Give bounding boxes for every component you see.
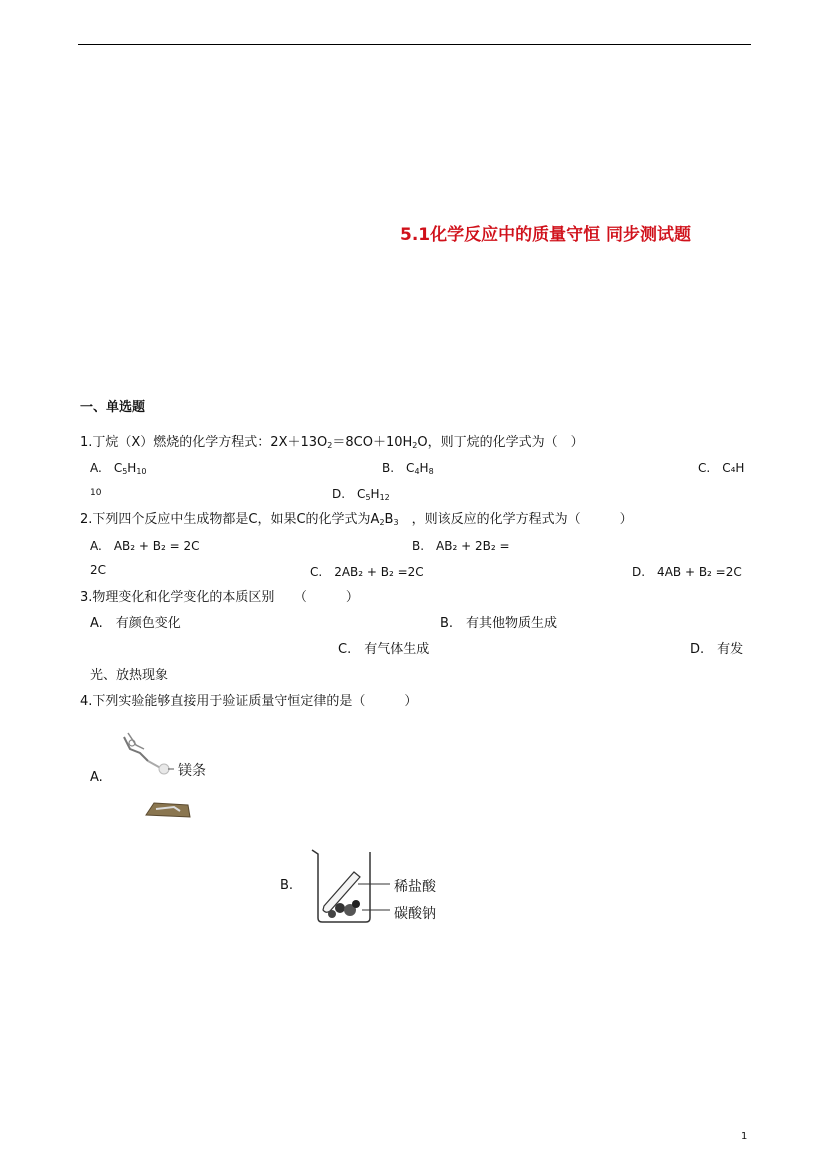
question-2-stem: 2.下列四个反应中生成物都是C，如果C的化学式为$A_2B_3$ ，则该反应的化学方程式为（ ） [80, 512, 633, 527]
question-3-option-b[interactable]: B. 有其他物质生成 [440, 616, 558, 631]
document-title: 5.1化学反应中的质量守恒 同步测试题 [400, 225, 692, 245]
question-3-option-d-continuation: 光、放热现象 [90, 668, 169, 683]
question-4-option-b[interactable]: B. [280, 878, 294, 893]
question-1-option-b[interactable]: B. $C_4H_8$ [382, 461, 434, 476]
section-heading: 一、单选题 [80, 400, 146, 415]
magnesium-burning-illustration [118, 727, 228, 832]
question-1-stem: 1.丁烷（X）燃烧的化学方程式：$2X+13O_2=8CO+10H_2O$，则丁烷的化学式为（ ） [80, 435, 584, 450]
question-2-option-b-continuation: 2C [90, 563, 107, 577]
question-2-option-a[interactable]: A. AB₂ + B₂ = 2C [90, 539, 200, 553]
question-2-option-b[interactable]: B. AB₂ + 2B₂ = [412, 539, 510, 553]
question-3-option-a[interactable]: A. 有颜色变化 [90, 616, 181, 631]
question-4-option-a[interactable]: A. [90, 770, 103, 785]
question-1-option-c[interactable]: C. C₄H [698, 461, 745, 475]
question-2-option-d[interactable]: D. 4AB + B₂ =2C [632, 565, 742, 579]
question-4-stem: 4.下列实验能够直接用于验证质量守恒定律的是（ ） [80, 694, 418, 709]
question-1-option-a[interactable]: A. $C_5H_{10}$ [90, 461, 147, 476]
beaker-with-test-tube-illustration [304, 848, 392, 926]
sodium-carbonate-label: 碳酸钠 [394, 906, 436, 922]
dilute-hcl-label: 稀盐酸 [394, 879, 436, 895]
question-3-stem: 3.物理变化和化学变化的本质区别 （ ） [80, 590, 359, 605]
header-rule [78, 44, 751, 45]
page-number: 1 [741, 1131, 748, 1142]
magnesium-label: 镁条 [178, 763, 206, 779]
question-1-option-c-continuation: 10 [90, 488, 102, 498]
question-1-option-d[interactable]: D. $C_5H_{12}$ [332, 487, 390, 502]
question-3-option-c[interactable]: C. 有气体生成 [338, 642, 430, 657]
question-2-option-c[interactable]: C. 2AB₂ + B₂ =2C [310, 565, 424, 579]
question-3-option-d[interactable]: D. 有发 [690, 642, 744, 657]
